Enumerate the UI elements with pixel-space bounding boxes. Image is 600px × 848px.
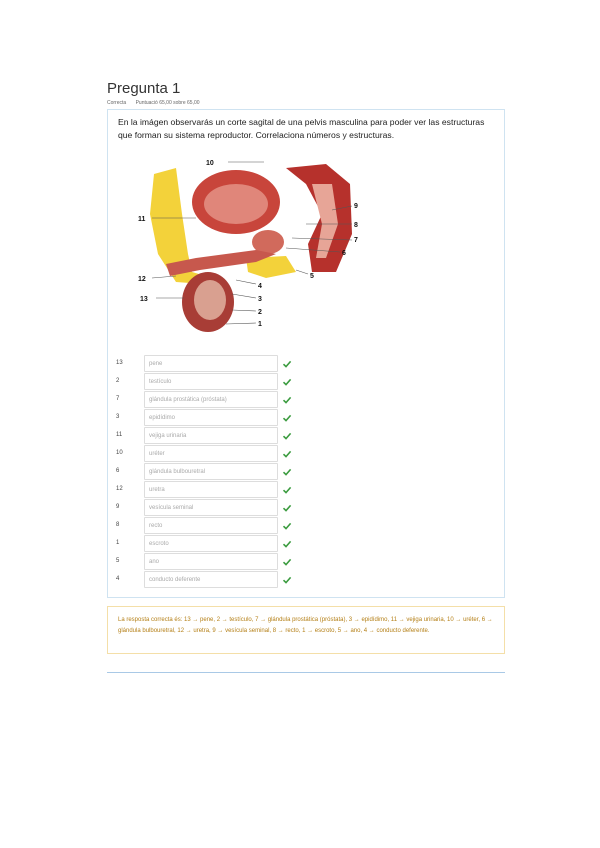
answer-row	[116, 481, 296, 499]
answer-number: 5	[116, 558, 120, 564]
answer-number: 11	[116, 432, 123, 438]
feedback-text: La resposta correcta és: 13 → pene, 2 → testículo, 7 → glándula prostática (próstata), 3 → epidídimo, 11 → vejiga urinaria, 10 → uréter, 6 → glándula bulbouretral, 12 → uretra, 9 → vesícula seminal, 8 → recto, 1 → escroto, 5 → ano, 4 → conducto deferente.	[118, 617, 493, 634]
answer-select[interactable]: uréter	[144, 445, 278, 462]
answer-number: 9	[116, 504, 120, 510]
check-icon	[282, 395, 292, 405]
answer-list	[116, 355, 296, 589]
answer-select[interactable]: ano	[144, 553, 278, 570]
check-icon	[282, 485, 292, 495]
answer-row	[116, 553, 296, 571]
question-title: Pregunta 1	[107, 80, 181, 97]
answer-row	[116, 463, 296, 481]
figure-label-12: 12	[138, 276, 146, 283]
question-text: En la imágen observarás un corte sagital de una pelvis masculina para poder ver las estructuras que forman su sistema reproductor. Correlaciona números y estructuras.	[118, 117, 485, 140]
answer-number: 13	[116, 360, 123, 366]
check-icon	[282, 377, 292, 387]
figure-label-3: 3	[258, 296, 262, 303]
figure-label-10: 10	[206, 160, 214, 167]
answer-row	[116, 409, 296, 427]
figure-label-6: 6	[342, 250, 346, 257]
answer-number: 1	[116, 540, 120, 546]
answer-select[interactable]: glándula bulbouretral	[144, 463, 278, 480]
answer-number: 7	[116, 396, 120, 402]
answer-row	[116, 373, 296, 391]
answer-row	[116, 391, 296, 409]
check-icon	[282, 503, 292, 513]
separator-line	[107, 672, 505, 673]
check-icon	[282, 467, 292, 477]
figure-label-11: 11	[138, 216, 146, 223]
testis-shape	[194, 280, 226, 320]
check-icon	[282, 431, 292, 441]
answer-row	[116, 499, 296, 517]
answer-number: 10	[116, 450, 123, 456]
question-meta	[107, 100, 208, 106]
check-icon	[282, 449, 292, 459]
answer-select[interactable]: uretra	[144, 481, 278, 498]
answer-select[interactable]: vejiga urinaria	[144, 427, 278, 444]
check-icon	[282, 539, 292, 549]
question-status: Correcta	[107, 100, 127, 106]
answer-select[interactable]: vesícula seminal	[144, 499, 278, 516]
figure-label-5: 5	[310, 273, 314, 280]
answer-select[interactable]: recto	[144, 517, 278, 534]
answer-row	[116, 445, 296, 463]
figure-label-9: 9	[354, 203, 358, 210]
check-icon	[282, 359, 292, 369]
answer-number: 2	[116, 378, 120, 384]
check-icon	[282, 413, 292, 423]
figure-label-4: 4	[258, 283, 262, 290]
answer-number: 12	[116, 486, 123, 492]
question-box	[107, 109, 505, 598]
figure-label-13: 13	[140, 296, 148, 303]
answer-row	[116, 427, 296, 445]
question-score: Puntuació 65,00 sobre 65,00	[135, 100, 200, 106]
answer-number: 6	[116, 468, 120, 474]
answer-select[interactable]: pene	[144, 355, 278, 372]
check-icon	[282, 521, 292, 531]
check-icon	[282, 557, 292, 567]
answer-number: 8	[116, 522, 120, 528]
feedback-box	[107, 606, 505, 654]
answer-select[interactable]: epidídimo	[144, 409, 278, 426]
answer-row	[116, 535, 296, 553]
check-icon	[282, 575, 292, 585]
figure-label-1: 1	[258, 321, 262, 328]
answer-row	[116, 571, 296, 589]
answer-number: 4	[116, 576, 120, 582]
answer-number: 3	[116, 414, 120, 420]
answer-row	[116, 355, 296, 373]
answer-select[interactable]: glándula prostática (próstata)	[144, 391, 278, 408]
figure-label-7: 7	[354, 237, 358, 244]
answer-select[interactable]: testículo	[144, 373, 278, 390]
answer-select[interactable]: escroto	[144, 535, 278, 552]
figure-label-8: 8	[354, 222, 358, 229]
figure-label-2: 2	[258, 309, 262, 316]
anatomy-figure	[136, 154, 400, 344]
bladder-inner	[204, 184, 268, 224]
answer-row	[116, 517, 296, 535]
answer-select[interactable]: conducto deferente	[144, 571, 278, 588]
